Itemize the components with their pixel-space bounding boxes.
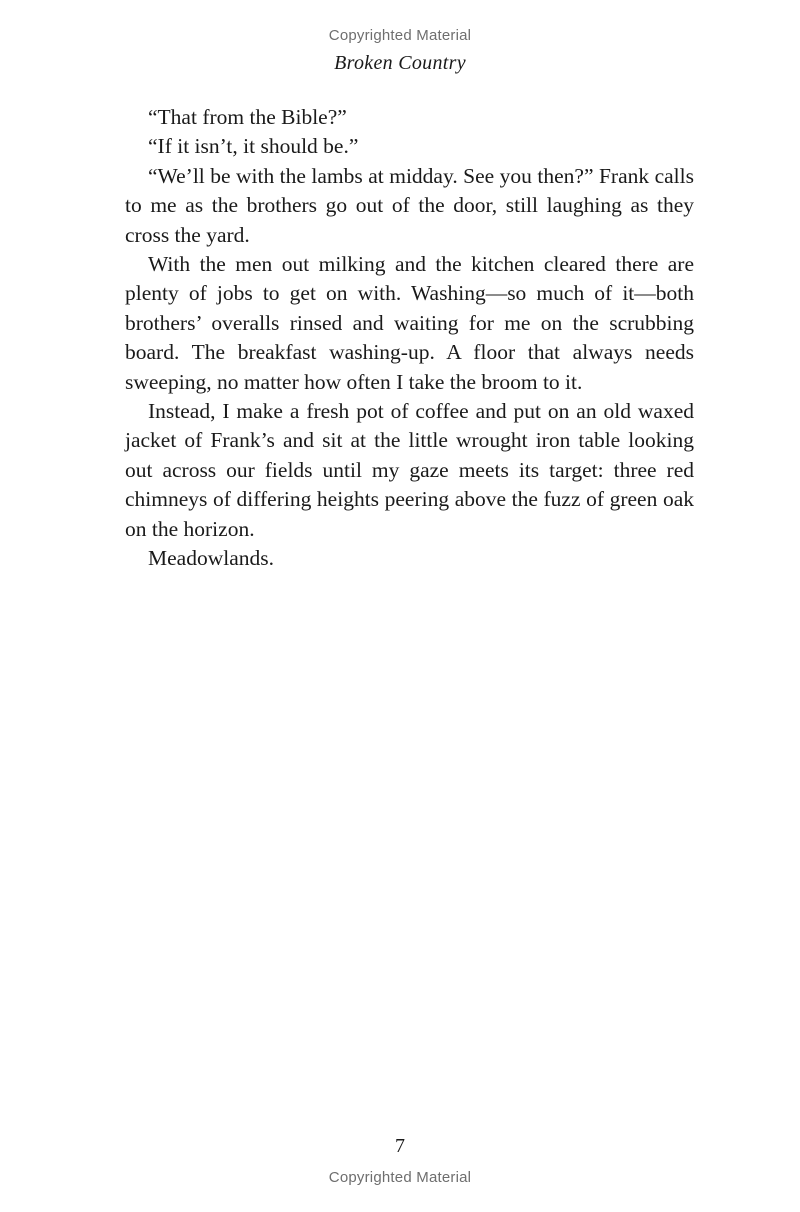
paragraph: Instead, I make a fresh pot of coffee and put on an old waxed jacket of Frank’s and sit at the little wrought iron table looking out across our fields until my gaze meets its target: three red chimneys of differing heights peering above the fuzz of green oak on the horizon. <box>125 399 694 541</box>
paragraph: “We’ll be with the lambs at midday. See you then?” Frank calls to me as the brothers go out of the door, still laughing as they cross the yard. <box>125 163 694 247</box>
paragraph: “If it isn’t, it should be.” <box>148 134 359 159</box>
page-number: 7 <box>395 1135 405 1157</box>
paragraph: Meadowlands. <box>148 546 274 571</box>
copyright-notice-bottom: Copyrighted Material <box>328 1169 472 1186</box>
page-body-text <box>125 103 694 574</box>
copyright-notice-top: Copyrighted Material <box>328 27 472 44</box>
paragraph: With the men out milking and the kitchen cleared there are plenty of jobs to get on with. Washing—so much of it—both brothers’ overalls rinsed and waiting for me on the scrubbing board. The breakfast washing-up. A floor that always needs sweeping, no matter how often I take the broom to it. <box>125 252 694 394</box>
running-head-title: Broken Country <box>334 52 466 74</box>
paragraph: “That from the Bible?” <box>148 105 347 129</box>
